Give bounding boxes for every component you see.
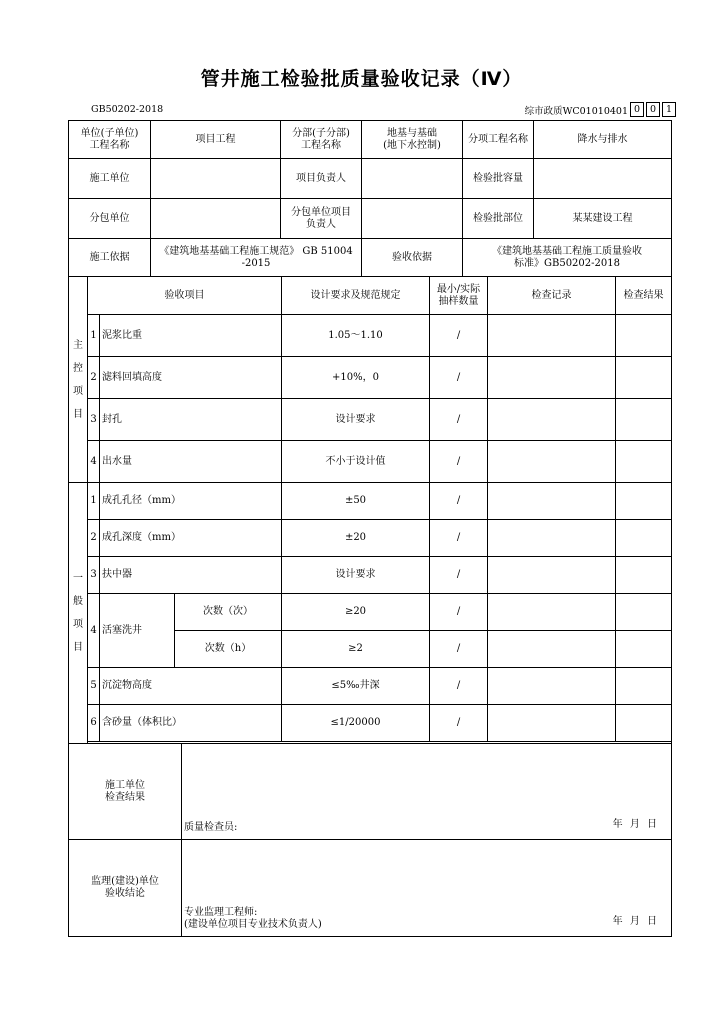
sample-value[interactable]: / [430,520,488,557]
item-name: 出水量 [100,441,282,483]
constructor-check-label: 施工单位 检查结果 [69,744,182,840]
design-value: 设计要求 [282,557,430,594]
row-number: 2 [88,357,100,399]
row-number: 4 [88,594,100,668]
record-cell[interactable] [488,399,616,441]
pm-label: 项目负责人 [281,159,362,199]
location-label: 检验批部位 [463,199,534,239]
row-number: 1 [88,483,100,520]
items-table [68,276,672,744]
item-name: 扶中器 [100,557,282,594]
result-cell[interactable] [616,315,672,357]
row-number: 3 [88,399,100,441]
location-value[interactable]: 某某建设工程 [534,199,672,239]
signoff-table [68,743,672,937]
record-cell[interactable] [488,441,616,483]
table-row [69,557,672,594]
sub-item-name: 次数（h） [175,631,282,668]
capacity-label: 检验批容量 [463,159,534,199]
engineer-label: 专业监理工程师: (建设单位项目专业技术负责人) [184,906,322,930]
record-cell[interactable] [488,705,616,742]
unit-name-label: 单位(子单位) 工程名称 [69,121,151,159]
sample-value[interactable]: / [430,483,488,520]
general-label: 一 般 项 目 [69,483,88,744]
capacity-value[interactable] [534,159,672,199]
result-cell[interactable] [616,357,672,399]
item-name: 泥浆比重 [100,315,282,357]
col-design-header: 设计要求及规范规定 [282,277,430,315]
result-cell[interactable] [616,520,672,557]
row-number: 2 [88,520,100,557]
record-code-box-2[interactable]: 0 [646,102,660,117]
item-name: 封孔 [100,399,282,441]
acceptance-label: 验收依据 [362,239,463,277]
date-label-2: 年 月 日 [612,915,659,927]
table-row [69,399,672,441]
record-cell[interactable] [488,483,616,520]
record-cell[interactable] [488,357,616,399]
table-row [69,705,672,742]
acceptance-value[interactable]: 《建筑地基基础工程施工质量验收 标准》GB50202-2018 [463,239,672,277]
record-code [525,102,676,117]
item-name: 沉淀物高度 [100,668,282,705]
unit-name-value[interactable]: 项目工程 [151,121,281,159]
standard-code: GB50202-2018 [91,104,164,115]
design-value: 设计要求 [282,399,430,441]
sub-pm-value[interactable] [362,199,463,239]
design-value: 不小于设计值 [282,441,430,483]
row-number: 5 [88,668,100,705]
sample-value[interactable]: / [430,705,488,742]
record-code-box-1[interactable]: 0 [630,102,644,117]
table-row [69,483,672,520]
col-sample-header: 最小/实际 抽样数量 [430,277,488,315]
item-name-value[interactable]: 降水与排水 [534,121,672,159]
row-number: 4 [88,441,100,483]
design-value: ±50 [282,483,430,520]
sub-contractor-value[interactable] [151,199,281,239]
design-value: ≤1/20000 [282,705,430,742]
inspector-label: 质量检查员: [184,821,238,833]
record-cell[interactable] [488,315,616,357]
main-control-label: 主 控 项 目 [69,277,88,483]
pm-value[interactable] [362,159,463,199]
col-record-header: 检查记录 [488,277,616,315]
record-cell[interactable] [488,594,616,631]
sample-value[interactable]: / [430,557,488,594]
sample-value[interactable]: / [430,668,488,705]
result-cell[interactable] [616,483,672,520]
table-row [69,315,672,357]
record-code-prefix: 综市政质WC01010401 [524,105,628,117]
record-code-box-3[interactable]: 1 [662,102,676,117]
sub-item-name: 次数（次） [175,594,282,631]
sub-pm-label: 分包单位项目 负责人 [281,199,362,239]
row-number: 3 [88,557,100,594]
record-cell[interactable] [488,557,616,594]
record-cell[interactable] [488,631,616,668]
constructor-check-area[interactable] [182,745,671,839]
result-cell[interactable] [616,705,672,742]
record-cell[interactable] [488,668,616,705]
supervisor-conclusion-label: 监理(建设)单位 验收结论 [69,840,182,937]
col-result-header: 检查结果 [616,277,672,315]
supervisor-conclusion-area[interactable] [182,841,671,936]
row-number: 6 [88,705,100,742]
design-value: ±20 [282,520,430,557]
design-value: +10%，0 [282,357,430,399]
result-cell[interactable] [616,441,672,483]
table-row [69,520,672,557]
sample-value[interactable]: / [430,315,488,357]
table-row [69,668,672,705]
col-item-header: 验收项目 [88,277,282,315]
design-value: ≥2 [282,631,430,668]
design-value: 1.05～1.10 [282,315,430,357]
sample-value[interactable]: / [430,441,488,483]
constructor-label: 施工单位 [69,159,151,199]
table-row [69,594,672,631]
constructor-value[interactable] [151,159,281,199]
basis-label: 施工依据 [69,239,151,277]
result-cell[interactable] [616,399,672,441]
item-name: 成孔孔径（mm） [100,483,282,520]
result-cell[interactable] [616,594,672,631]
sample-value[interactable]: / [430,357,488,399]
part-name-value[interactable]: 地基与基础 (地下水控制) [362,121,463,159]
sample-value[interactable]: / [430,594,488,631]
item-name: 滤料回填高度 [100,357,282,399]
result-cell[interactable] [616,631,672,668]
design-value: ≤5‰井深 [282,668,430,705]
basis-value[interactable]: 《建筑地基基础工程施工规范》 GB 51004 -2015 [151,239,362,277]
result-cell[interactable] [616,668,672,705]
item-name: 活塞洗井 [100,594,175,668]
page-title: 管井施工检验批质量验收记录（Ⅳ） [200,68,523,90]
part-name-label: 分部(子分部) 工程名称 [281,121,362,159]
item-name: 成孔深度（mm） [100,520,282,557]
sub-contractor-label: 分包单位 [69,199,151,239]
row-number: 1 [88,315,100,357]
table-row [69,441,672,483]
sample-value[interactable]: / [430,399,488,441]
item-name: 含砂量（体积比） [100,705,282,742]
date-label: 年 月 日 [612,818,659,830]
record-cell[interactable] [488,520,616,557]
header-table [68,120,672,277]
sample-value[interactable]: / [430,631,488,668]
item-name-label: 分项工程名称 [463,121,534,159]
table-row [69,357,672,399]
design-value: ≥20 [282,594,430,631]
result-cell[interactable] [616,557,672,594]
